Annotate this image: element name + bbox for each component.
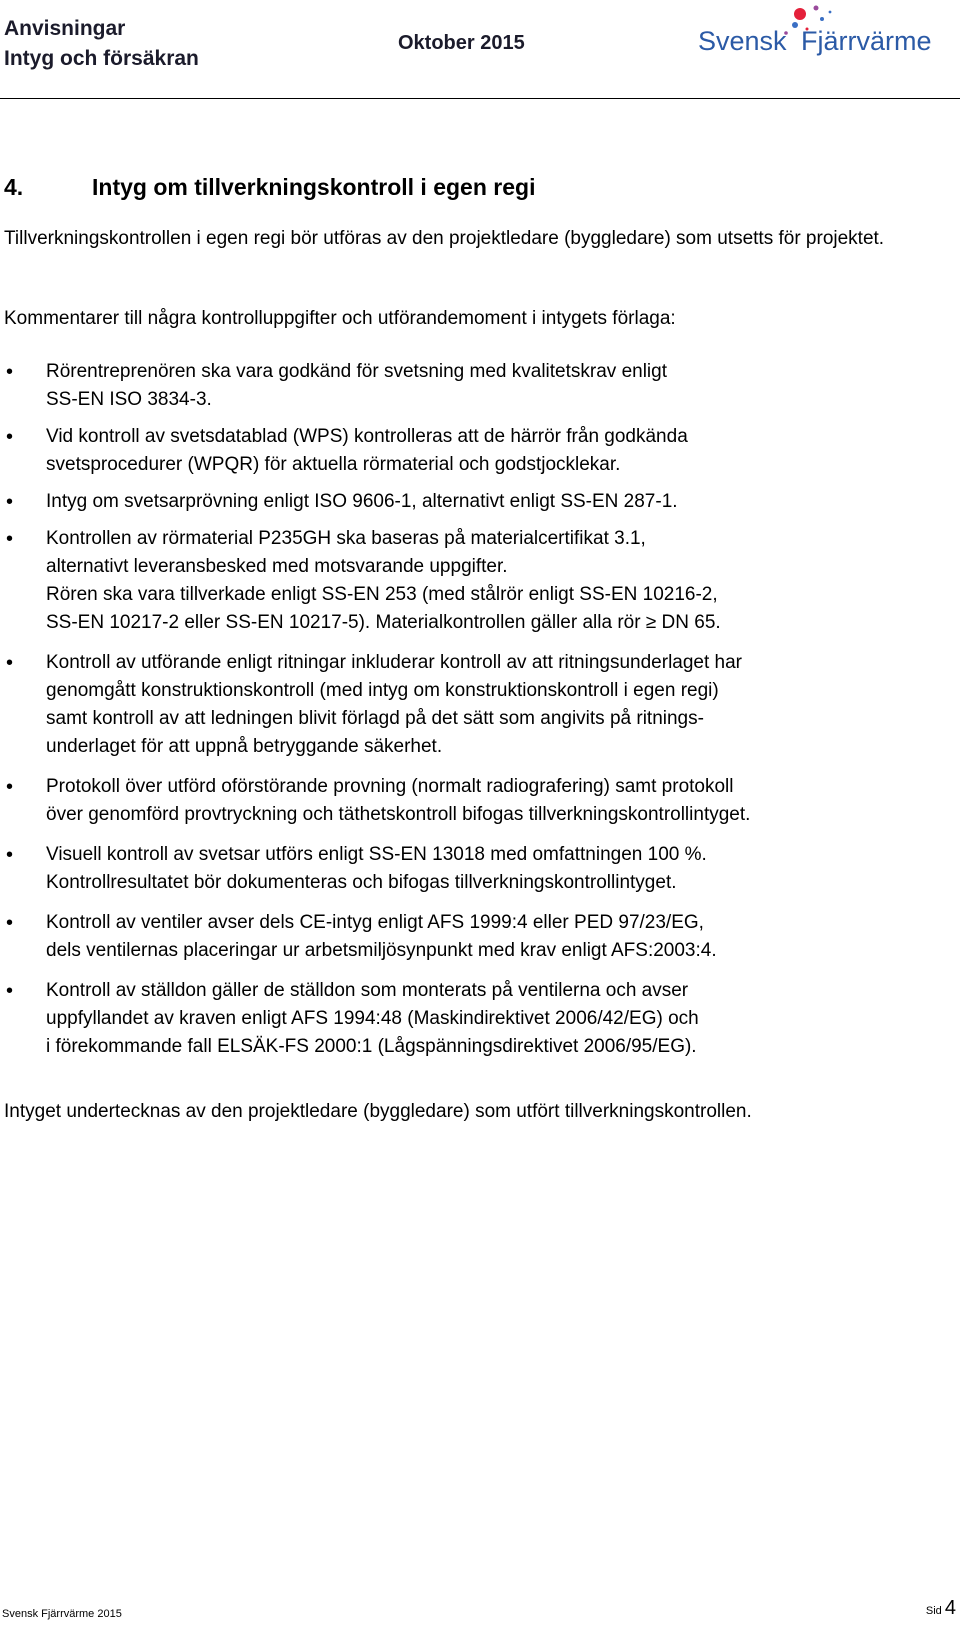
logo-text-svensk: Svensk (698, 26, 787, 56)
logo-text-fjarrvarme: Fjärrvärme (801, 26, 932, 56)
list-item-line: Rören ska vara tillverkade enligt SS-EN 253 (med stålrör enligt SS-EN 10216-2, (46, 584, 718, 605)
list-item (0, 649, 936, 761)
bullet-icon: • (6, 912, 14, 934)
list-item (0, 773, 936, 829)
bullet-icon: • (6, 491, 14, 513)
bullet-icon: • (6, 844, 14, 866)
list-item-line: Vid kontroll av svetsdatablad (WPS) kontrolleras att de härrör från godkända (46, 426, 688, 447)
list-item (0, 423, 936, 479)
document-date: Oktober 2015 (398, 32, 525, 54)
list-item (0, 525, 936, 637)
closing-paragraph: Intyget undertecknas av den projektledare (byggledare) som utfört tillverkningskontrollen. (4, 1101, 752, 1122)
list-item (0, 488, 936, 516)
list-item (0, 909, 936, 965)
bullet-icon: • (6, 528, 14, 550)
page-label: Sid (925, 1605, 942, 1617)
section-title: Intyg om tillverkningskontroll i egen regi (92, 174, 536, 200)
page-number: 4 (944, 1597, 956, 1619)
list-item-line: Kontroll av ställdon gäller de ställdon som monterats på ventilerna och avser (46, 980, 689, 1001)
list-item (0, 977, 936, 1061)
bullet-icon: • (6, 361, 14, 383)
svensk-fjarrvarme-logo (694, 2, 952, 70)
list-item-line: Kontrollresultatet bör dokumenteras och bifogas tillverkningskontrollintyget. (46, 872, 677, 893)
document-title-line2: Intyg och försäkran (4, 47, 199, 70)
bullet-icon: • (6, 426, 14, 448)
list-item-line: Protokoll över utförd oförstörande provning (normalt radiografering) samt protokoll (46, 776, 734, 797)
comment-lead-paragraph: Kommentarer till några kontrolluppgifter och utförandemoment i intygets förlaga: (4, 308, 676, 329)
bullet-icon: • (6, 652, 14, 674)
page-indicator (926, 1598, 956, 1621)
bullet-icon: • (6, 776, 14, 798)
list-item-line: Kontroll av utförande enligt ritningar inkluderar kontroll av att ritningsunderlaget har (46, 652, 743, 673)
list-item-line: SS-EN 10217-2 eller SS-EN 10217-5). Materialkontrollen gäller alla rör ≥ DN 65. (46, 612, 721, 633)
list-item-line: genomgått konstruktionskontroll (med intyg om konstruktionskontroll i egen regi) (46, 680, 719, 701)
list-item-line: Intyg om svetsarprövning enligt ISO 9606-1, alternativt enligt SS-EN 287-1. (46, 491, 678, 512)
header-divider (0, 98, 960, 99)
list-item-line: Kontroll av ventiler avser dels CE-intyg enligt AFS 1999:4 eller PED 97/23/EG, (46, 912, 704, 933)
control-task-list (0, 358, 960, 1061)
list-item-line: alternativt leveransbesked med motsvarande uppgifter. (46, 556, 508, 577)
list-item-line: underlaget för att uppnå betryggande säkerhet. (46, 736, 443, 757)
section-heading (4, 172, 535, 202)
document-title (4, 14, 199, 74)
list-item (0, 358, 936, 414)
list-item-line: samt kontroll av att ledningen blivit förlagd på det sätt som angivits på ritnings- (46, 708, 704, 729)
list-item-line: Kontrollen av rörmaterial P235GH ska baseras på materialcertifikat 3.1, (46, 528, 646, 549)
list-item-line: över genomförd provtryckning och täthetskontroll bifogas tillverkningskontrollintyget. (46, 804, 751, 825)
list-item-line: i förekommande fall ELSÄK-FS 2000:1 (Lågspänningsdirektivet 2006/95/EG). (46, 1036, 697, 1057)
list-item-line: uppfyllandet av kraven enligt AFS 1994:48 (Maskindirektivet 2006/42/EG) och (46, 1008, 699, 1029)
list-item-line: SS-EN ISO 3834-3. (46, 389, 212, 410)
document-title-line1: Anvisningar (4, 17, 126, 40)
list-item (0, 841, 936, 897)
list-item-line: dels ventilernas placeringar ur arbetsmiljösynpunkt med krav enligt AFS:2003:4. (46, 940, 717, 961)
list-item-line: svetsprocedurer (WPQR) för aktuella rörmaterial och godstjocklekar. (46, 454, 621, 475)
footer-organization: Svensk Fjärrvärme 2015 (2, 1608, 122, 1620)
bullet-icon: • (6, 980, 14, 1002)
section-number: 4. (4, 174, 24, 200)
intro-paragraph: Tillverkningskontrollen i egen regi bör utföras av den projektledare (byggledare) som utsetts för projektet. (4, 228, 885, 249)
list-item-line: Rörentreprenören ska vara godkänd för svetsning med kvalitetskrav enligt (46, 361, 667, 382)
list-item-line: Visuell kontroll av svetsar utförs enligt SS-EN 13018 med omfattningen 100 %. (46, 844, 707, 865)
